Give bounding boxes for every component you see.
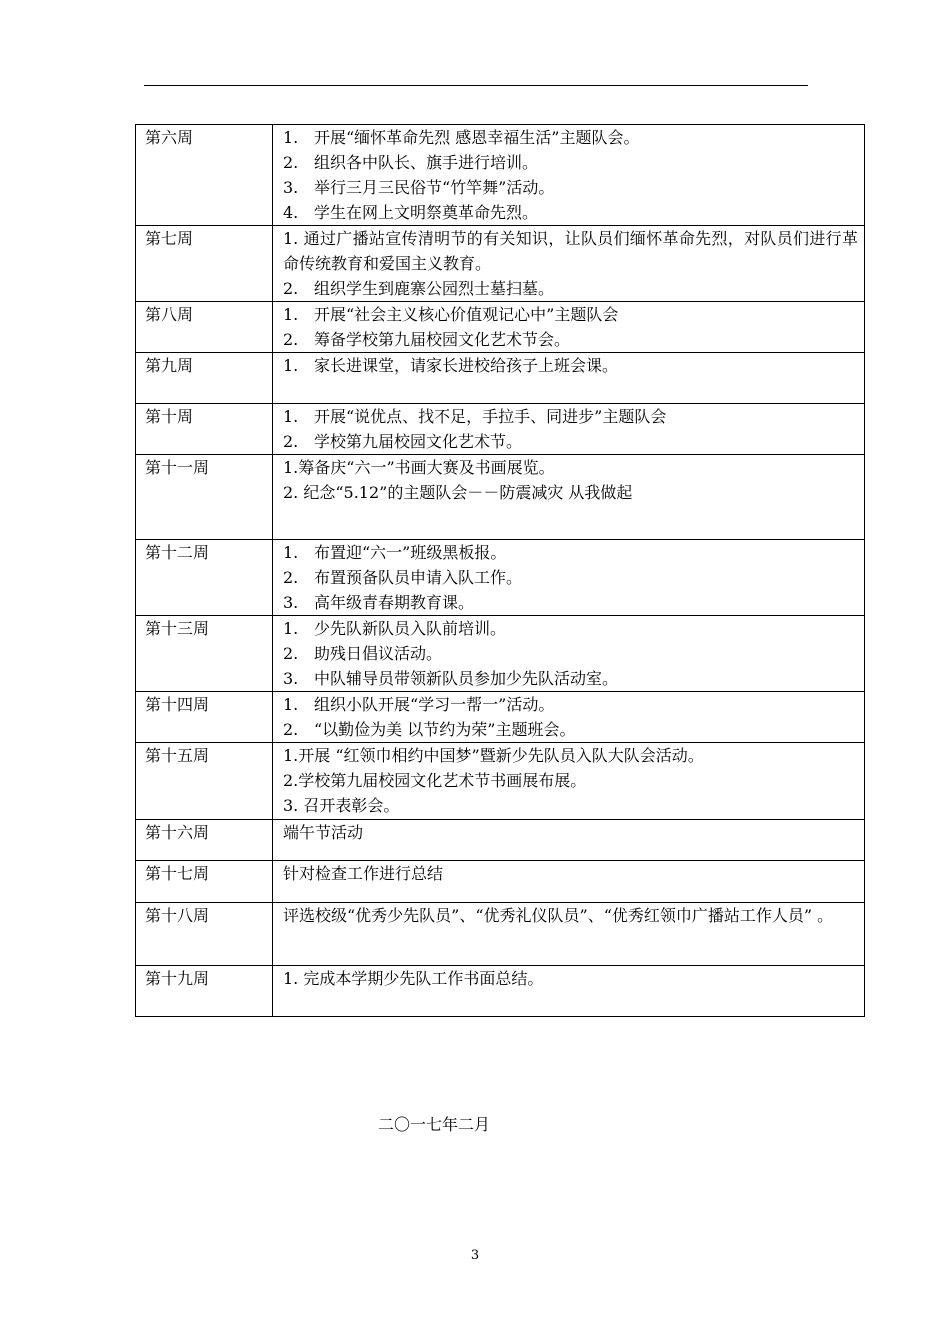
activities-cell bbox=[273, 743, 865, 820]
activity-number: 2. bbox=[283, 568, 299, 587]
activity-text: 2.学校第九届校园文化艺术节书画展布展。 bbox=[283, 771, 587, 790]
activity-line bbox=[283, 175, 858, 200]
activities-cell bbox=[273, 540, 865, 616]
activity-line bbox=[283, 200, 858, 225]
activity-line bbox=[283, 903, 858, 928]
table-row bbox=[136, 616, 865, 692]
activity-text: 1. 完成本学期少先队工作书面总结。 bbox=[283, 969, 544, 988]
activity-text: 1.筹备庆“六一”书画大赛及书画展览。 bbox=[283, 458, 555, 477]
activity-number: 1. bbox=[283, 356, 299, 375]
activities-cell bbox=[273, 404, 865, 455]
table-row bbox=[136, 226, 865, 302]
activity-line bbox=[283, 302, 858, 327]
activity-line bbox=[283, 666, 858, 691]
activity-line bbox=[283, 327, 858, 352]
activity-number: 2. bbox=[283, 330, 299, 349]
activity-number: 1. bbox=[283, 695, 299, 714]
activity-line bbox=[283, 590, 858, 615]
activity-text: 组织学生到鹿寨公园烈士墓扫墓。 bbox=[314, 279, 555, 298]
activity-text: 3. 召开表彰会。 bbox=[283, 796, 400, 815]
activity-line bbox=[283, 565, 858, 590]
activity-text: 组织小队开展“学习一帮一”活动。 bbox=[314, 695, 555, 714]
activity-number: 2. bbox=[283, 432, 299, 451]
activity-line bbox=[283, 429, 858, 454]
week-cell: 第九周 bbox=[136, 353, 273, 404]
activity-text: 中队辅导员带领新队员参加少先队活动室。 bbox=[314, 669, 619, 688]
activity-text: 助残日倡议活动。 bbox=[314, 644, 443, 663]
activity-line bbox=[283, 404, 858, 429]
activities-cell bbox=[273, 226, 865, 302]
table-row bbox=[136, 404, 865, 455]
activity-text: 1. 通过广播站宣传清明节的有关知识，让队员们缅怀革命先烈，对队员们进行革命传统教育和爱国主义教育。 bbox=[283, 229, 858, 273]
activity-text: 学校第九届校园文化艺术节。 bbox=[314, 432, 523, 451]
schedule-body bbox=[136, 125, 865, 1017]
activity-number: 2. bbox=[283, 720, 299, 739]
week-cell: 第十三周 bbox=[136, 616, 273, 692]
week-cell: 第十七周 bbox=[136, 861, 273, 903]
table-row bbox=[136, 903, 865, 966]
activity-number: 2. bbox=[283, 644, 299, 663]
activity-line bbox=[283, 692, 858, 717]
activity-line bbox=[283, 768, 858, 793]
activity-number: 4. bbox=[283, 203, 299, 222]
activity-line bbox=[283, 966, 858, 991]
activity-number: 2. bbox=[283, 153, 299, 172]
activity-line bbox=[283, 150, 858, 175]
activity-line bbox=[283, 125, 858, 150]
activities-cell bbox=[273, 302, 865, 353]
activities-cell bbox=[273, 820, 865, 861]
week-cell: 第十九周 bbox=[136, 966, 273, 1017]
header-rule bbox=[144, 85, 808, 86]
activity-text: 少先队新队员入队前培训。 bbox=[314, 619, 507, 638]
activity-number: 1. bbox=[283, 407, 299, 426]
activity-line bbox=[283, 353, 858, 378]
activity-number: 1. bbox=[283, 619, 299, 638]
activity-number: 3. bbox=[283, 669, 299, 688]
activities-cell bbox=[273, 353, 865, 404]
activity-line bbox=[283, 616, 858, 641]
table-row bbox=[136, 540, 865, 616]
activity-line bbox=[283, 793, 858, 818]
activity-number: 2. bbox=[283, 279, 299, 298]
activity-text: 布置迎“六一”班级黑板报。 bbox=[314, 543, 507, 562]
activity-text: 筹备学校第九届校园文化艺术节会。 bbox=[314, 330, 571, 349]
table-row bbox=[136, 353, 865, 404]
activities-cell bbox=[273, 455, 865, 540]
signature-date: 二〇一七年二月 bbox=[378, 1115, 491, 1134]
table-row bbox=[136, 966, 865, 1017]
activity-number: 3. bbox=[283, 593, 299, 612]
activities-cell bbox=[273, 861, 865, 903]
activity-text: 针对检查工作进行总结 bbox=[283, 864, 444, 883]
activity-text: 组织各中队长、旗手进行培训。 bbox=[314, 153, 539, 172]
activities-cell bbox=[273, 616, 865, 692]
week-cell: 第十六周 bbox=[136, 820, 273, 861]
activity-text: 1.开展 “红领巾相约中国梦”暨新少先队员入队大队会活动。 bbox=[283, 746, 704, 765]
activity-line bbox=[283, 276, 858, 301]
activities-cell bbox=[273, 125, 865, 226]
activities-cell bbox=[273, 966, 865, 1017]
page-number: 3 bbox=[470, 1248, 480, 1263]
activity-number: 1. bbox=[283, 543, 299, 562]
activity-text: 举行三月三民俗节“竹竿舞”活动。 bbox=[314, 178, 555, 197]
weekly-schedule-table bbox=[135, 124, 865, 1017]
activity-line bbox=[283, 641, 858, 666]
week-cell: 第十四周 bbox=[136, 692, 273, 743]
activity-text: 评选校级“优秀少先队员”、“优秀礼仪队员”、“优秀红领巾广播站工作人员” 。 bbox=[283, 906, 834, 925]
activity-number: 1. bbox=[283, 305, 299, 324]
activity-text: 高年级青春期教育课。 bbox=[314, 593, 475, 612]
activity-line bbox=[283, 226, 858, 276]
week-cell: 第十五周 bbox=[136, 743, 273, 820]
week-cell: 第八周 bbox=[136, 302, 273, 353]
activity-text: 开展“说优点、找不足，手拉手、同进步”主题队会 bbox=[314, 407, 667, 426]
table-row bbox=[136, 302, 865, 353]
activities-cell bbox=[273, 903, 865, 966]
table-row bbox=[136, 820, 865, 861]
activity-text: 家长进课堂，请家长进校给孩子上班会课。 bbox=[314, 356, 619, 375]
activity-text: 开展“缅怀革命先烈 感恩幸福生活”主题队会。 bbox=[314, 128, 640, 147]
activity-text: 开展“社会主义核心价值观记心中”主题队会 bbox=[314, 305, 619, 324]
activity-text: 布置预备队员申请入队工作。 bbox=[314, 568, 523, 587]
week-cell: 第六周 bbox=[136, 125, 273, 226]
activity-text: 端午节活动 bbox=[283, 823, 364, 842]
activities-cell bbox=[273, 692, 865, 743]
week-cell: 第十八周 bbox=[136, 903, 273, 966]
week-cell: 第十周 bbox=[136, 404, 273, 455]
table-row bbox=[136, 125, 865, 226]
activity-text: 学生在网上文明祭奠革命先烈。 bbox=[314, 203, 539, 222]
week-cell: 第十一周 bbox=[136, 455, 273, 540]
week-cell: 第七周 bbox=[136, 226, 273, 302]
activity-text: “以勤俭为美 以节约为荣”主题班会。 bbox=[314, 720, 576, 739]
table-row bbox=[136, 455, 865, 540]
table-row bbox=[136, 692, 865, 743]
activity-text: 2. 纪念“5.12”的主题队会－－防震减灾 从我做起 bbox=[283, 483, 633, 502]
activity-line bbox=[283, 455, 858, 480]
table-row bbox=[136, 743, 865, 820]
week-cell: 第十二周 bbox=[136, 540, 273, 616]
activity-number: 3. bbox=[283, 178, 299, 197]
activity-line bbox=[283, 820, 858, 845]
activity-line bbox=[283, 717, 858, 742]
table-row bbox=[136, 861, 865, 903]
activity-number: 1. bbox=[283, 128, 299, 147]
activity-line bbox=[283, 861, 858, 886]
activity-line bbox=[283, 743, 858, 768]
activity-line bbox=[283, 540, 858, 565]
activity-line bbox=[283, 480, 858, 505]
